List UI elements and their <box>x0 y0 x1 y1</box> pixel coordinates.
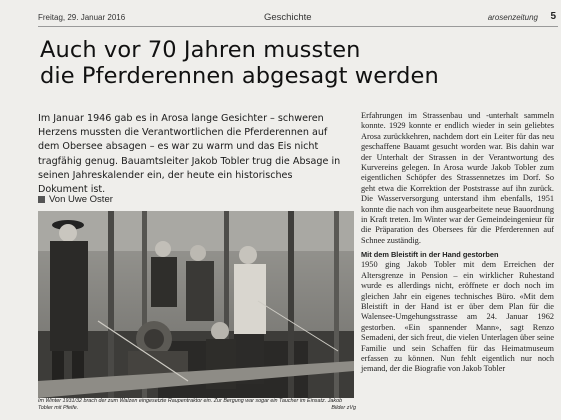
article-lead: Im Januar 1946 gab es in Arosa lange Gesichter – schweren Herzens mussten die Verantwortlichen die Pferderennen auf dem Obersee absagen – es war zu warm und das Eis nicht tragfähig genug. Bauamtsleiter Jakob Tobler trug die Absage in seinen Jahreskalender ein, der heute ein historisches Dokument ist. <box>38 113 341 196</box>
photo-credit: Bilder zVg <box>331 405 356 411</box>
caption-text: Im Winter 1931/32 brach der zum Walzen eingesetzte Raupentraktor ein. Zur Bergung war sogar ein Taucher im Einsatz. Jakob Tobler mit Pfeife. <box>38 398 343 411</box>
author-name: Von Uwe Oster <box>49 194 113 205</box>
article-body-column <box>361 111 554 375</box>
body-paragraph-1: Erfahrungen im Strassenbau und -unterhalt sammeln konnte. 1929 konnte er endlich wieder in sein geliebtes Arosa zurückkehren, nachdem dort ein Leiter für das neu geschaffene Bauamt gesucht worden war. Bis dahin war der Unterhalt der Strassen in der Verantwortung des Kurvereins gelegen. In Arosa wurde Jakob Tobler zum eigentlichen Schöpfer des Strassennetzes im Dorf. So geht etwa die Korrektion der Poststrasse auf ihn zurück. Die Wasserversorgung unterstand ihm ebenfalls, 1951 konnte die nach von ihm ausgearbeitete neue Bauordnung in Kraft treten. Im Winter war der Gemeindeingenieur für die Präparation des Obersees für die Pferderennen auf Schnee zuständig. <box>361 111 554 245</box>
byline-square-icon <box>38 196 45 203</box>
page-number: 5 <box>550 11 556 22</box>
issue-date: Freitag, 29. Januar 2016 <box>38 13 126 22</box>
page-header <box>38 12 558 27</box>
headline-line-2: die Pferderennen abgesagt werden <box>40 63 439 89</box>
byline <box>38 194 113 205</box>
section-title: Geschichte <box>264 12 312 23</box>
historic-photo <box>38 211 354 398</box>
newspaper-name: arosenzeitung <box>487 13 538 22</box>
section-subhead: Mit dem Bleistift in der Hand gestorben <box>361 250 499 260</box>
photo-caption <box>38 398 356 412</box>
headline-line-1: Auch vor 70 Jahren mussten <box>40 37 361 63</box>
body-paragraph-2: 1950 ging Jakob Tobler mit dem Erreichen der Altersgrenze in Pension – ein wirklicher Ruhestand wurde es allerdings nicht, eröffnete er doch noch im gleichen Jahr ein eigenes technisches Büro. «Mit dem Bleistift in der Hand ist er über dem Plan für die Walensee-Umgehungsstrasse am 24. Januar 1962 gestorben. «Ein spannender Mann», sagt Renzo Semadeni, der sich freut, die vielen Unterlagen über seine Familie und sein Schaffen für das Heimatmuseum erfassen zu können. Nun fehlt eigentlich nur noch jemand, der die Biografie von Jakob Tobler <box>361 260 554 374</box>
historic-photo-image <box>38 211 354 398</box>
article-headline <box>40 37 520 89</box>
